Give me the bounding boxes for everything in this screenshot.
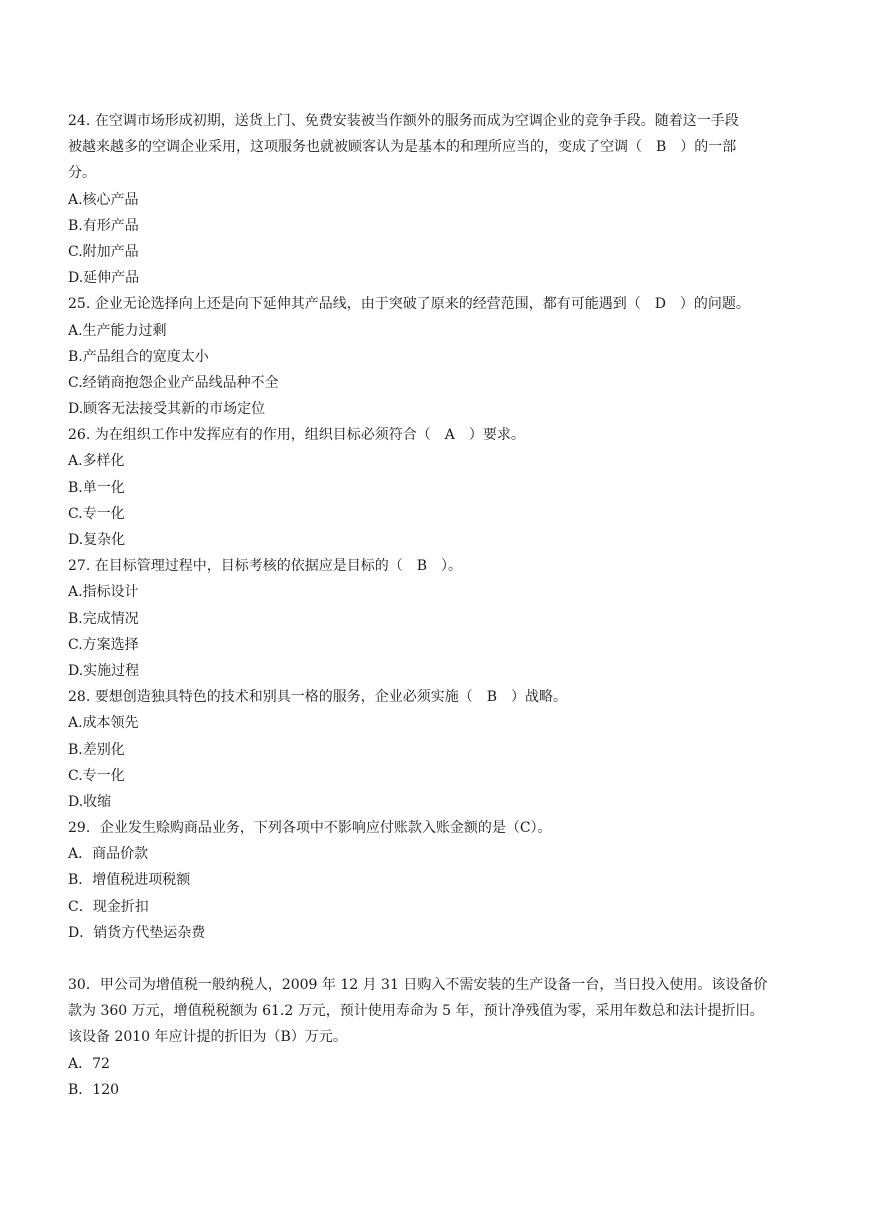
question-30 — [68, 972, 808, 1103]
option-a: A.成本领先 — [68, 715, 139, 732]
question-24 — [68, 108, 808, 291]
question-stem: 27. 在目标管理过程中，目标考核的依据应是目标的（ B ）。 — [68, 558, 463, 575]
option-d: D.延伸产品 — [68, 270, 140, 287]
option-a: A.生产能力过剩 — [68, 322, 167, 339]
option-b: B.完成情况 — [68, 610, 139, 627]
option-d: D.收缩 — [68, 793, 112, 810]
option-c: C.方案选择 — [68, 636, 139, 653]
question-28 — [68, 684, 808, 815]
question-stem: 25. 企业无论选择向上还是向下延伸其产品线，由于突破了原来的经营范围，都有可能遇到（ D ）的问题。 — [68, 296, 750, 313]
question-stem: 29．企业发生赊购商品业务，下列各项中不影响应付账款入账金额的是（C）。 — [68, 820, 552, 837]
option-a: A.核心产品 — [68, 191, 139, 208]
question-stem: 24. 在空调市场形成初期，送货上门、免费安装被当作额外的服务而成为空调企业的竞争手段。随着这一手段 — [68, 113, 739, 129]
question-stem: 被越来越多的空调企业采用，这项服务也就被顾客认为是基本的和理所应当的，变成了空调（ B ）的一部 — [68, 139, 737, 156]
option-a: A．商品价款 — [68, 846, 149, 863]
option-d: D．销货方代垫运杂费 — [68, 924, 206, 941]
question-list — [68, 108, 808, 1103]
question-29 — [68, 815, 808, 946]
option-a: A.指标设计 — [68, 584, 139, 601]
question-stem: 该设备 2010 年应计提的折旧为（B）万元。 — [68, 1029, 347, 1046]
option-c: C.专一化 — [68, 767, 125, 784]
option-b: B．增值税进项税额 — [68, 872, 191, 889]
question-stem: 款为 360 万元，增值税税额为 61.2 万元，预计使用寿命为 5 年，预计净残值为零，采用年数总和法计提折旧。 — [68, 1003, 764, 1020]
question-25 — [68, 291, 808, 422]
option-d: D.实施过程 — [68, 662, 140, 679]
option-a: A．72 — [68, 1055, 110, 1072]
question-stem: 26. 为在组织工作中发挥应有的作用，组织目标必须符合（ A ）要求。 — [68, 427, 525, 444]
question-stem: 分。 — [68, 165, 96, 182]
question-27 — [68, 553, 808, 684]
option-b: B.单一化 — [68, 479, 125, 496]
option-c: C．现金折扣 — [68, 898, 149, 915]
blank-line — [68, 946, 808, 972]
option-c: C.经销商抱怨企业产品线品种不全 — [68, 374, 279, 391]
question-stem: 30．甲公司为增值税一般纳税人，2009 年 12 月 31 日购入不需安装的生产设备一台，当日投入使用。该设备价 — [68, 977, 768, 993]
option-c: C.专一化 — [68, 505, 125, 522]
question-26 — [68, 422, 808, 553]
option-b: B．120 — [68, 1081, 120, 1098]
question-stem: 28. 要想创造独具特色的技术和别具一格的服务，企业必须实施（ B ）战略。 — [68, 689, 568, 706]
option-d: D.顾客无法接受其新的市场定位 — [68, 401, 266, 418]
option-c: C.附加产品 — [68, 243, 139, 260]
option-b: B.有形产品 — [68, 217, 139, 234]
option-a: A.多样化 — [68, 453, 125, 470]
option-b: B.产品组合的宽度太小 — [68, 348, 209, 365]
option-d: D.复杂化 — [68, 532, 126, 548]
option-b: B.差别化 — [68, 741, 125, 758]
